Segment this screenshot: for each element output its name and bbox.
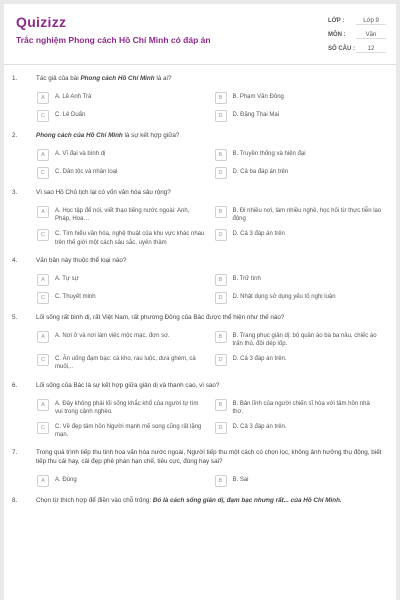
option-letter-badge: B <box>215 149 227 161</box>
answer-option[interactable] <box>37 331 205 348</box>
question-head <box>4 496 396 505</box>
answer-option[interactable] <box>37 167 205 179</box>
answer-option[interactable] <box>215 206 383 223</box>
question <box>4 74 396 122</box>
option-letter-badge: A <box>37 475 49 487</box>
answer-option[interactable] <box>37 292 205 304</box>
option-letter-badge: C <box>37 167 49 179</box>
answer-option[interactable] <box>37 274 205 286</box>
meta-value: Lớp 9 <box>356 18 386 25</box>
answer-option[interactable] <box>215 274 383 286</box>
answer-option[interactable] <box>215 92 383 104</box>
answer-option[interactable] <box>37 92 205 104</box>
option-text: A. Vĩ đại và bình dị <box>55 151 106 157</box>
option-letter-badge: C <box>37 292 49 304</box>
answer-option[interactable] <box>215 422 383 439</box>
option-text: B. Bản lĩnh của người chiến sĩ hòa với tâm hồn nhà thơ. <box>232 400 370 415</box>
option-grid <box>4 149 396 179</box>
question-number: 5. <box>12 313 18 321</box>
meta-row-count <box>328 42 386 56</box>
option-letter-badge: D <box>215 422 227 434</box>
option-letter-badge: B <box>215 475 227 487</box>
worksheet <box>4 4 396 600</box>
meta-label: LỚP : <box>328 18 345 24</box>
option-letter-badge: D <box>215 292 227 304</box>
question-text <box>36 313 382 322</box>
option-grid <box>4 92 396 122</box>
question-text-part: Văn bản này thuộc thể loại nào? <box>36 256 127 264</box>
option-text: D. Nhật dụng sử dụng yếu tố nghị luận <box>232 293 336 300</box>
answer-option[interactable] <box>215 110 383 122</box>
option-grid <box>4 399 396 440</box>
question-number: 8. <box>12 497 18 505</box>
question-head <box>4 188 396 197</box>
option-letter-badge: B <box>215 331 227 343</box>
option-grid <box>4 331 396 372</box>
answer-option[interactable] <box>37 110 205 122</box>
option-letter-badge: B <box>215 274 227 286</box>
question-head <box>4 381 396 390</box>
option-text: D. Cả ba đáp án trên <box>232 169 289 175</box>
meta-value: Văn <box>356 32 386 39</box>
option-letter-badge: A <box>37 92 49 104</box>
page-title: Trắc nghiệm Phong cách Hồ Chí Minh có đáp án <box>16 35 211 45</box>
meta-value: 12 <box>356 46 386 53</box>
option-grid <box>4 274 396 304</box>
option-text: C. Ăn uống đạm bạc: cá kho, rau luộc, dưa ghém, cà muối,.. <box>55 356 196 371</box>
answer-option[interactable] <box>215 399 383 416</box>
answer-option[interactable] <box>37 399 205 416</box>
question-head <box>4 313 396 322</box>
question-text-part: Lối sống của Bác là sự kết hợp giữa giản dị và thanh cao, vì sao? <box>36 381 220 389</box>
answer-option[interactable] <box>215 331 383 348</box>
option-text: D. Cả 3 đáp án trên. <box>232 356 287 363</box>
option-letter-badge: B <box>215 399 227 411</box>
option-text: C. Tìm hiểu văn hóa, nghệ thuật của khu vực khác nhau trên thế giới một cách sâu sắc, uyên thâm <box>55 231 205 246</box>
option-letter-badge: B <box>215 206 227 218</box>
option-text: B. Trữ tình <box>232 275 261 282</box>
answer-option[interactable] <box>215 292 383 304</box>
option-text: C. Dân tộc và nhân loại <box>55 169 118 175</box>
option-letter-badge: D <box>215 229 227 241</box>
option-text: B. Sai <box>232 477 249 484</box>
option-text: B. Phạm Văn Đồng <box>232 94 284 100</box>
question-head <box>4 448 396 466</box>
option-letter-badge: D <box>215 167 227 179</box>
option-text: C. Lê Duẩn <box>55 112 86 118</box>
question-text <box>36 448 382 466</box>
question-text-emphasis: Phong cách Hồ Chí Minh <box>80 75 155 82</box>
question-text-emphasis: Đó là cách sống giản dị, đạm bạc nhưng rất... của Hồ Chí Minh. <box>152 497 342 505</box>
question-text <box>36 496 382 505</box>
question-text-part: Trong quá trình tiếp thu tinh hoa văn hóa nước ngoài, Người tiếp thu một cách có chọn lọc, không ảnh hưởng thụ động, biết tiếp thu cái hay, cái đẹp phê phán hạn chế, tiêu cực, đúng hay sai? <box>36 449 382 466</box>
option-letter-badge: A <box>37 149 49 161</box>
question-text-part: Tác giả của bài <box>36 75 81 82</box>
option-text: B. Đi nhiều nơi, làm nhiều nghề, học hỏi từ thực tiễn lao động <box>232 208 382 223</box>
quizizz-logo: Quizizz <box>16 14 67 30</box>
answer-option[interactable] <box>215 229 383 246</box>
option-letter-badge: C <box>37 354 49 366</box>
option-letter-badge: C <box>37 110 49 122</box>
question-number: 7. <box>12 449 18 457</box>
question <box>4 131 396 179</box>
question-head <box>4 256 396 265</box>
option-letter-badge: B <box>215 92 227 104</box>
question <box>4 256 396 304</box>
meta-row-subject <box>328 28 386 42</box>
option-text: A. Đúng <box>55 477 77 484</box>
option-letter-badge: C <box>37 422 49 434</box>
question <box>4 381 396 440</box>
option-text: D. Cả 3 đáp án trên. <box>232 424 287 431</box>
meta-label: MÔN : <box>328 32 346 38</box>
question-text-emphasis: Phong cách của Hồ Chí Minh <box>36 132 123 139</box>
option-text: A. Lê Anh Trà <box>55 94 92 100</box>
answer-option[interactable] <box>37 354 205 371</box>
option-text: C. Thuyết minh <box>55 293 96 300</box>
answer-option[interactable] <box>215 354 383 371</box>
option-letter-badge: A <box>37 274 49 286</box>
option-text: C. Về đẹp tâm hồn Người mạnh mẽ song cũng rất lặng mạn. <box>55 424 202 439</box>
answer-option[interactable] <box>37 422 205 439</box>
option-letter-badge: A <box>37 331 49 343</box>
option-text: A. Tự sự <box>55 275 79 282</box>
option-text: A. Nơi ở và nơi làm việc mộc mạc, đơn sơ. <box>55 332 170 339</box>
question-text <box>36 381 382 390</box>
question <box>4 496 396 505</box>
question-text-part: Lối sống rất bình dị, rất Việt Nam, rất phương Đông của Bác được thể hiện như thế nào? <box>36 313 285 321</box>
option-text: B. Trang phục giản dị: bộ quần áo bà ba nâu, chiếc áo trấn thủ, đôi dép lốp. <box>232 332 377 348</box>
option-text: D. Cả 3 đáp án trên <box>232 231 285 238</box>
question-text <box>36 131 382 140</box>
question-number: 1. <box>12 75 18 82</box>
question <box>4 188 396 247</box>
question-text-part: là ai? <box>154 75 172 82</box>
answer-option[interactable] <box>37 229 205 246</box>
option-letter-badge: D <box>215 110 227 122</box>
question-text-part: Vì sao Hồ Chủ tịch lại có vốn văn hóa sâu rộng? <box>36 189 171 196</box>
answer-option[interactable] <box>215 167 383 179</box>
question-text <box>36 74 382 83</box>
question-text-part: là sự kết hợp giữa? <box>122 132 180 139</box>
question <box>4 448 396 487</box>
meta-box <box>328 14 386 56</box>
answer-option[interactable] <box>37 475 205 487</box>
meta-row-class <box>328 14 386 28</box>
question-text <box>36 256 382 265</box>
answer-option[interactable] <box>37 206 205 223</box>
worksheet-header <box>4 4 396 65</box>
option-letter-badge: A <box>37 399 49 411</box>
option-grid <box>4 475 396 487</box>
question <box>4 313 396 372</box>
meta-label: SỐ CÂU : <box>328 46 355 52</box>
option-letter-badge: C <box>37 229 49 241</box>
question-number: 6. <box>12 381 18 389</box>
answer-option[interactable] <box>215 149 383 161</box>
question-head <box>4 74 396 83</box>
answer-option[interactable] <box>37 149 205 161</box>
option-text: A. Đây không phải lối sống khắc khổ của người tự tìm vui trong cảnh nghèo. <box>55 400 199 415</box>
option-text: A. Học tập để nói, viết thạo tiếng nước ngoài: Anh, Pháp, Hoa… <box>55 208 190 223</box>
question-text <box>36 188 382 197</box>
question-list <box>4 74 396 514</box>
option-letter-badge: D <box>215 354 227 366</box>
question-text-part: Chọn từ thích hợp để điền vào chỗ trống: <box>36 497 153 505</box>
option-grid <box>4 206 396 247</box>
question-number: 2. <box>12 132 18 139</box>
option-text: D. Đặng Thai Mai <box>232 112 280 118</box>
question-number: 3. <box>12 189 18 196</box>
option-letter-badge: A <box>37 206 49 218</box>
answer-option[interactable] <box>215 475 383 487</box>
option-text: B. Truyền thống và hiện đại <box>232 151 306 157</box>
question-head <box>4 131 396 140</box>
question-number: 4. <box>12 256 18 264</box>
